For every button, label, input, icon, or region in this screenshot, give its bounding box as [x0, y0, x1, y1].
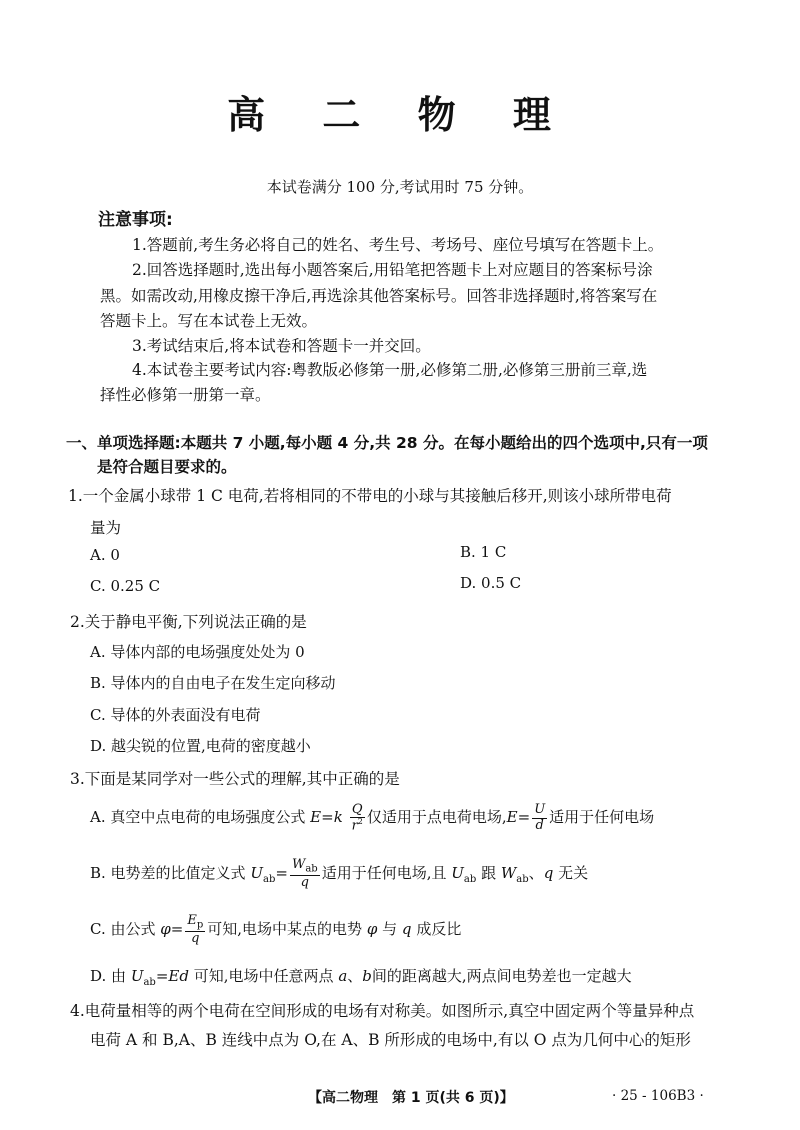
- fraction-ep-over-q: $\frac{E_p}{q}$: [187, 913, 204, 946]
- question-1-stem-cont: 量为: [90, 519, 122, 537]
- question-1-stem: 1.一个金属小球带 1 C 电荷,若将相同的不带电的小球与其接触后移开,则该小球所带电荷: [68, 487, 672, 505]
- question-4-stem: 4.电荷量相等的两个电荷在空间形成的电场有对称美。如图所示,真空中固定两个等量异种点: [70, 1002, 695, 1020]
- notice-heading: 注意事项:: [98, 210, 173, 230]
- q3-b-text-3: 跟: [481, 864, 497, 882]
- question-2-stem: 2.关于静电平衡,下列说法正确的是: [70, 613, 307, 631]
- q3-d-text-3: 间的距离越大,两点间电势差也一定越大: [371, 967, 632, 985]
- fraction-w-over-q: $\frac{W_{ab}}{q}$: [291, 857, 318, 890]
- q2-option-b: B. 导体内的自由电子在发生定向移动: [90, 674, 336, 692]
- page-title: 高 二 物 理: [227, 93, 573, 137]
- exam-code: · 25 - 106B3 ·: [612, 1088, 704, 1104]
- q3-c-text-3: 与: [382, 920, 398, 938]
- fraction-q-over-r2: $\frac{Q}{r^2}$: [351, 801, 363, 834]
- notice-line: 4.本试卷主要考试内容:粤教版必修第一册,必修第二册,必修第三册前三章,选: [132, 361, 648, 379]
- q3-b-text-1: B. 电势差的比值定义式: [90, 864, 246, 882]
- q3-c-text-2: 可知,电场中某点的电势: [207, 920, 363, 938]
- q3-b-text-4: 无关: [558, 864, 589, 882]
- q2-option-a: A. 导体内部的电场强度处处为 0: [90, 643, 305, 661]
- q3-option-b: B. 电势差的比值定义式 $U_{ab}=$ $\frac{W_{ab}}{q}$ 适用于任何电场,且 $U_{ab}$ 跟 $W_{ab}$、q 无关: [90, 857, 589, 890]
- q3-option-a: A. 真空中点电荷的电场强度公式 E=k $\frac{Q}{r^2}$ 仅适用于点电荷电场,E= $\frac{U}{d}$ 适用于任何电场: [90, 801, 655, 834]
- question-3-stem: 3.下面是某同学对一些公式的理解,其中正确的是: [70, 770, 400, 788]
- notice-line: 1.答题前,考生务必将自己的姓名、考生号、考场号、座位号填写在答题卡上。: [132, 236, 664, 254]
- q3-a-text-3: 适用于任何电场: [549, 808, 655, 826]
- q2-option-c: C. 导体的外表面没有电荷: [90, 706, 261, 724]
- q3-c-text-4: 成反比: [416, 920, 462, 938]
- q3-option-c: C. 由公式 φ= $\frac{E_p}{q}$ 可知,电场中某点的电势 φ 与 q 成反比: [90, 913, 462, 946]
- section-heading: 一、单项选择题:本题共 7 小题,每小题 4 分,共 28 分。在每小题给出的四个选项中,只有一项: [66, 434, 708, 452]
- q3-d-text-1: D. 由: [90, 967, 127, 985]
- q3-d-text-2: 可知,电场中任意两点: [193, 967, 334, 985]
- q3-a-text-1: A. 真空中点电荷的电场强度公式: [90, 808, 306, 826]
- section-heading-cont: 是符合题目要求的。: [97, 458, 237, 476]
- exam-info: 本试卷满分 100 分,考试用时 75 分钟。: [266, 178, 534, 196]
- q3-option-d: D. 由 $U_{ab}=Ed$ 可知,电场中任意两点 a、b间的距离越大,两点间电势差也一定越大: [90, 967, 632, 988]
- fraction-u-over-d: $\frac{U}{d}$: [534, 802, 546, 833]
- notice-line: 择性必修第一册第一章。: [100, 386, 271, 404]
- q1-option-a: A. 0: [90, 546, 120, 564]
- q3-b-text-2: 适用于任何电场,且: [321, 864, 447, 882]
- q1-option-c: C. 0.25 C: [90, 577, 161, 595]
- q1-option-d: D. 0.5 C: [460, 574, 522, 592]
- question-4-stem-cont: 电荷 A 和 B,A、B 连线中点为 O,在 A、B 所形成的电场中,有以 O 点为几何中心的矩形: [90, 1031, 691, 1049]
- q3-c-text-1: C. 由公式: [90, 920, 156, 938]
- notice-line: 3.考试结束后,将本试卷和答题卡一并交回。: [132, 337, 431, 355]
- q1-option-b: B. 1 C: [460, 543, 507, 561]
- notice-line: 2.回答选择题时,选出每小题答案后,用铅笔把答题卡上对应题目的答案标号涂: [132, 261, 653, 279]
- notice-line: 答题卡上。写在本试卷上无效。: [100, 312, 318, 330]
- notice-line: 黑。如需改动,用橡皮擦干净后,再选涂其他答案标号。回答非选择题时,将答案写在: [100, 287, 658, 305]
- q2-option-d: D. 越尖锐的位置,电荷的密度越小: [90, 737, 311, 755]
- page-footer: 【高二物理 第 1 页(共 6 页)】: [308, 1090, 514, 1106]
- q3-a-text-2: 仅适用于点电荷电场,: [366, 808, 507, 826]
